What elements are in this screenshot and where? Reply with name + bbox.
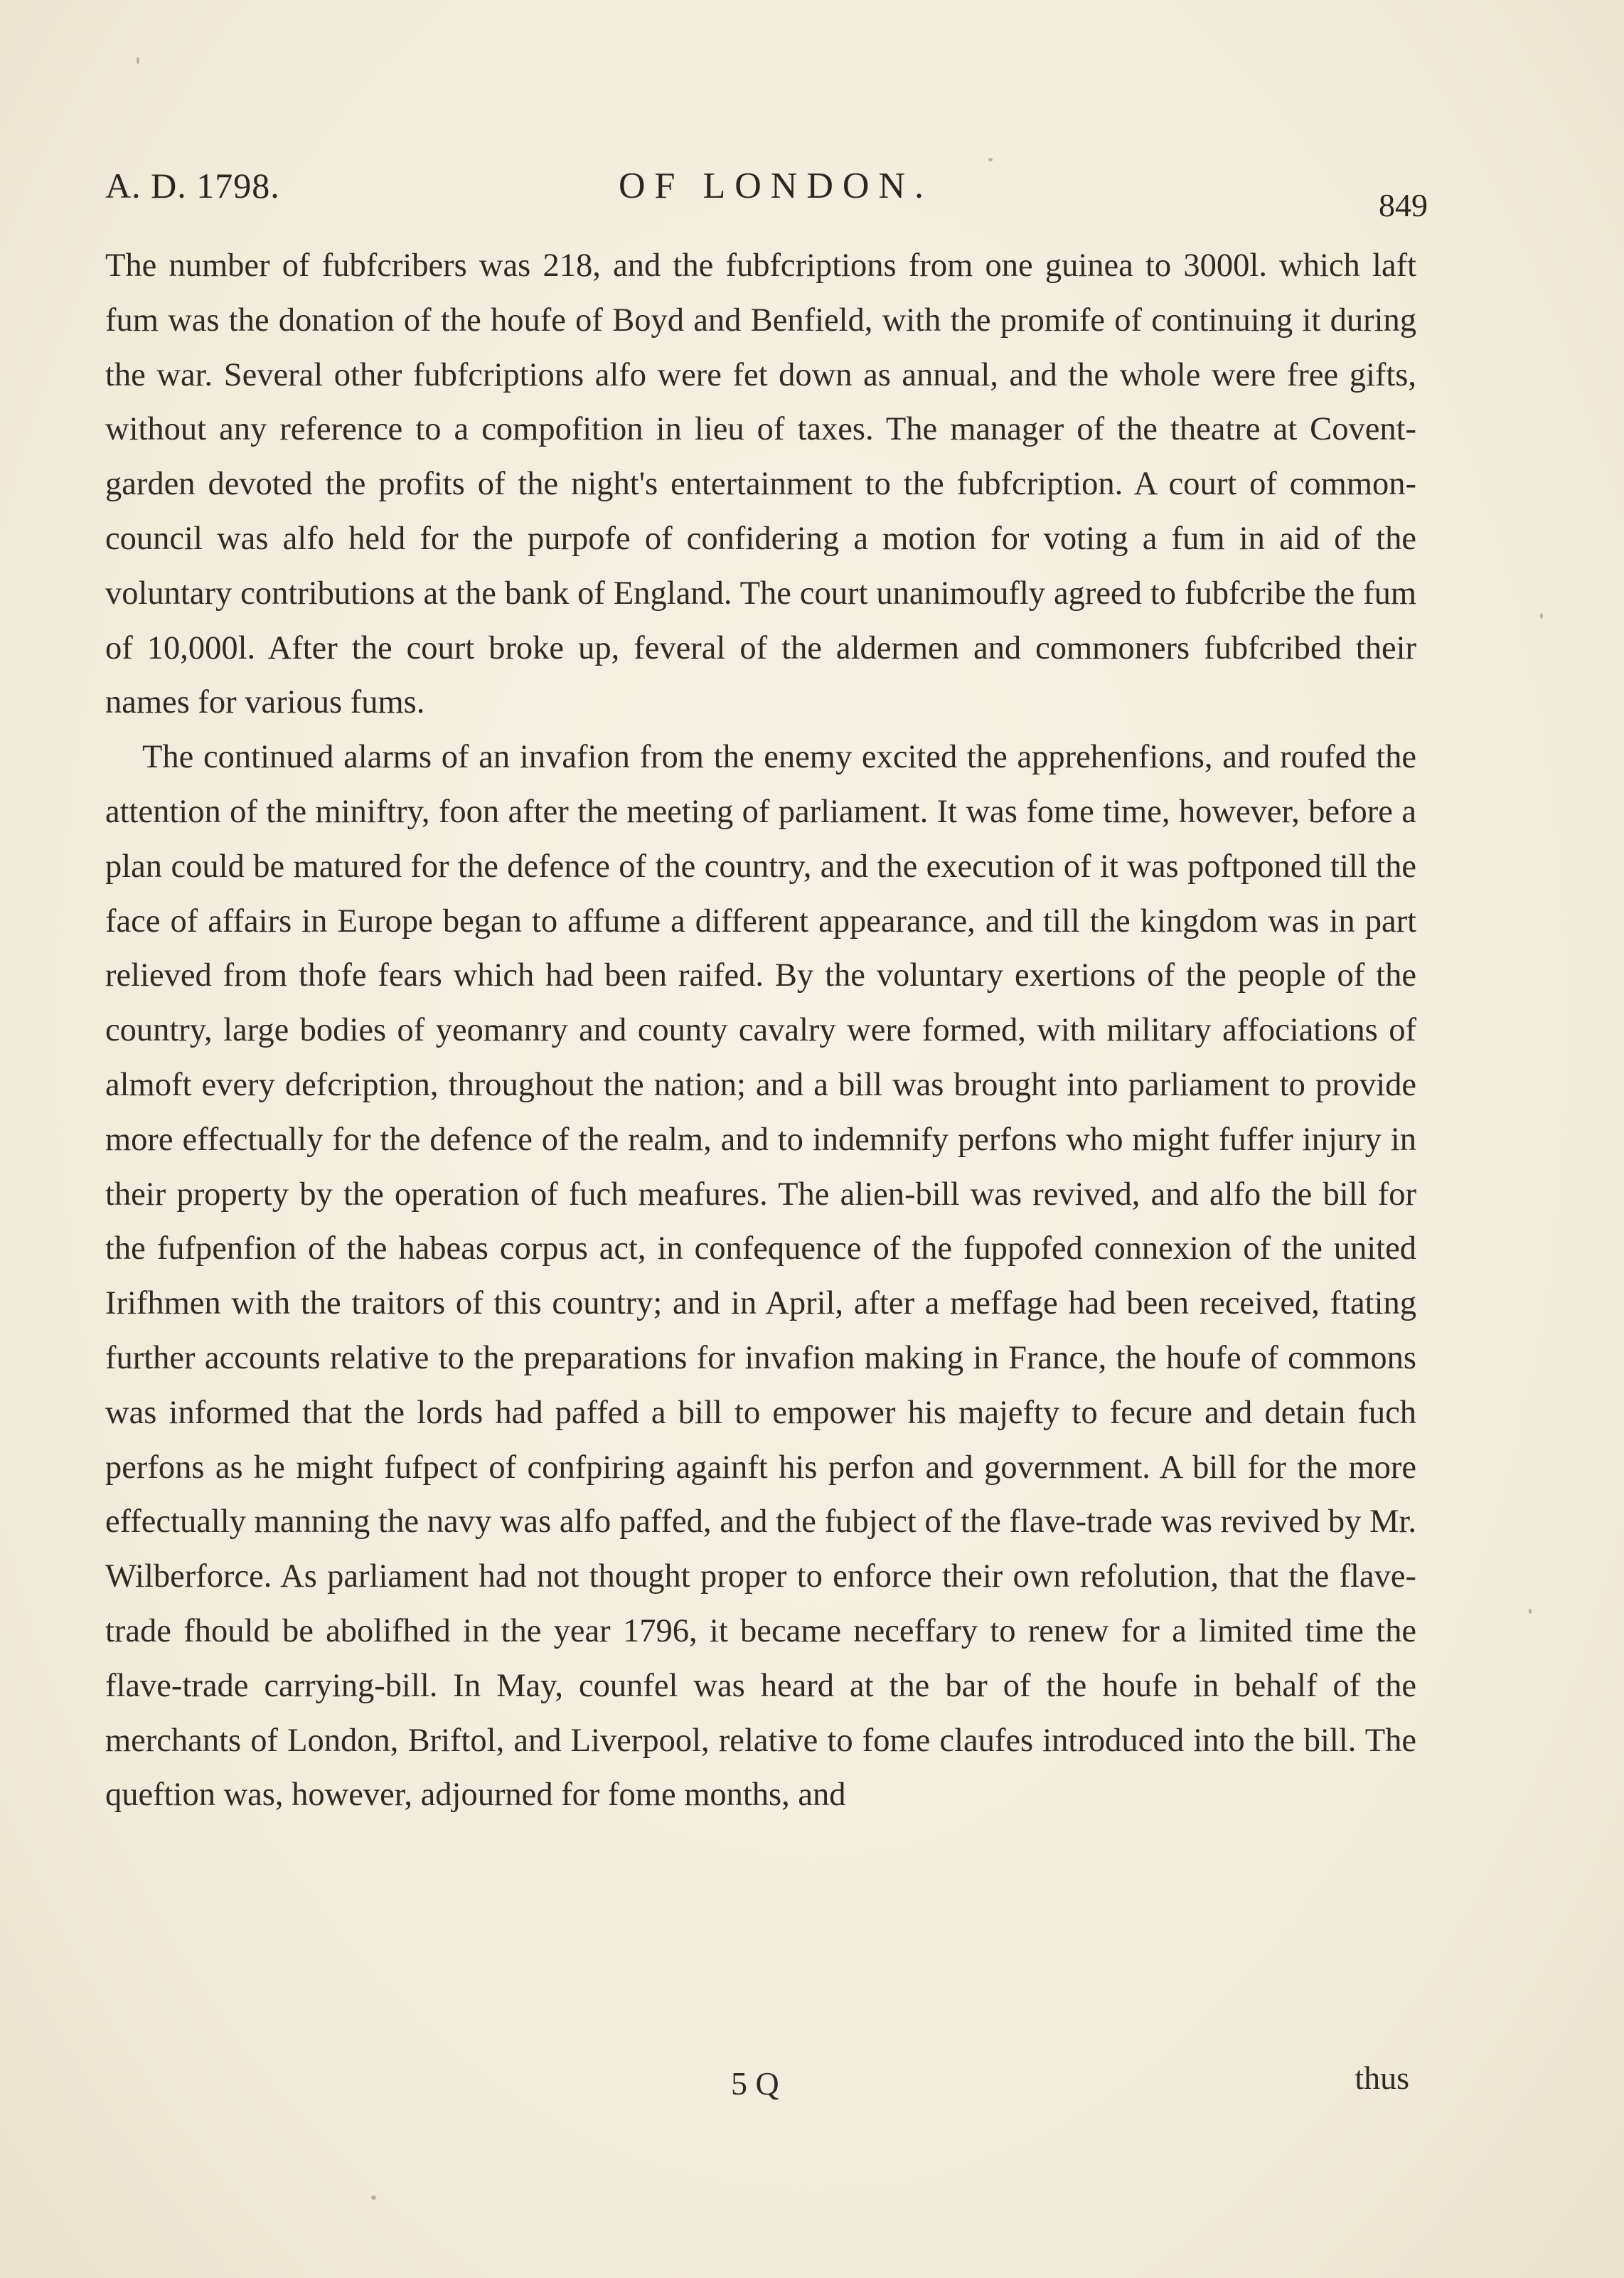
ink-speck — [988, 158, 993, 161]
ink-speck — [1529, 1609, 1532, 1614]
signature-mark: 5 Q — [731, 2065, 779, 2102]
ink-speck — [371, 2195, 376, 2200]
page-number: 849 — [1379, 187, 1428, 223]
header-year: A. D. 1798. — [105, 166, 280, 206]
paragraph-2: The continued alarms of an invafion from the enemy excited the apprehenfions, and roufed the attention of the miniftry, foon after the meeting of parliament. It was fome time, however, before a plan could be matured for the defence of the country, and the execution of it was poftponed till the face of affairs in Europe began to affume a different appearance, and till the kingdom was in part relieved from thofe fears which had been raifed. By the voluntary exertions of the people of the country, large bodies of yeomanry and county cavalry were formed, with military affociations of almoft every defcription, throughout the nation; and a bill was brought into parliament to provide more effectually for the defence of the realm, and to indemnify perfons who might fuffer injury in their property by the operation of fuch meafures. The alien-bill was revived, and alfo the bill for the fufpenfion of the habeas corpus act, in confequence of the fuppofed connexion of the united Irifhmen with the traitors of this country; and in April, after a meffage had been received, ftating further accounts relative to the preparations for invafion making in France, the houfe of commons was informed that the lords had paffed a bill to empower his majefty to fecure and detain fuch perfons as he might fufpect of confpiring againft his perfon and government. A bill for the more effectually manning the navy was alfo paffed, and the fubject of the flave-trade was revived by Mr. Wilberforce. As parliament had not thought proper to enforce their own refolution, that the flave-trade fhould be abolifhed in the year 1796, it became neceffary to renew for a limited time the flave-trade carrying-bill. In May, counfel was heard at the bar of the houfe in behalf of the merchants of London, Briftol, and Liverpool, relative to fome claufes introduced into the bill. The queftion was, however, adjourned for fome months, and — [105, 739, 1416, 1814]
header-title: OF LONDON. — [619, 166, 933, 206]
catchword: thus — [1355, 2060, 1409, 2096]
ink-speck — [137, 57, 139, 64]
page-footer — [105, 2059, 1416, 2109]
paragraph-1: The number of fubfcribers was 218, and the fubfcriptions from one guinea to 3000l. which laft fum was the donation of the houfe of Boyd and Benfield, with the promife of continuing it during the war. Several other fubfcriptions alfo were fet down as annual, and the whole were free gifts, without any reference to a compofition in lieu of taxes. The manager of the theatre at Covent-garden devoted the profits of the night's entertainment to the fubfcription. A court of common-council was alfo held for the purpofe of confidering a motion for voting a fum in aid of the voluntary contributions at the bank of England. The court unanimoufly agreed to fubfcribe the fum of 10,000l. After the court broke up, feveral of the aldermen and commoners fubfcribed their names for various fums. — [105, 248, 1416, 721]
body-text — [105, 239, 1416, 1823]
ink-speck — [1540, 613, 1543, 619]
running-header — [105, 165, 1428, 222]
